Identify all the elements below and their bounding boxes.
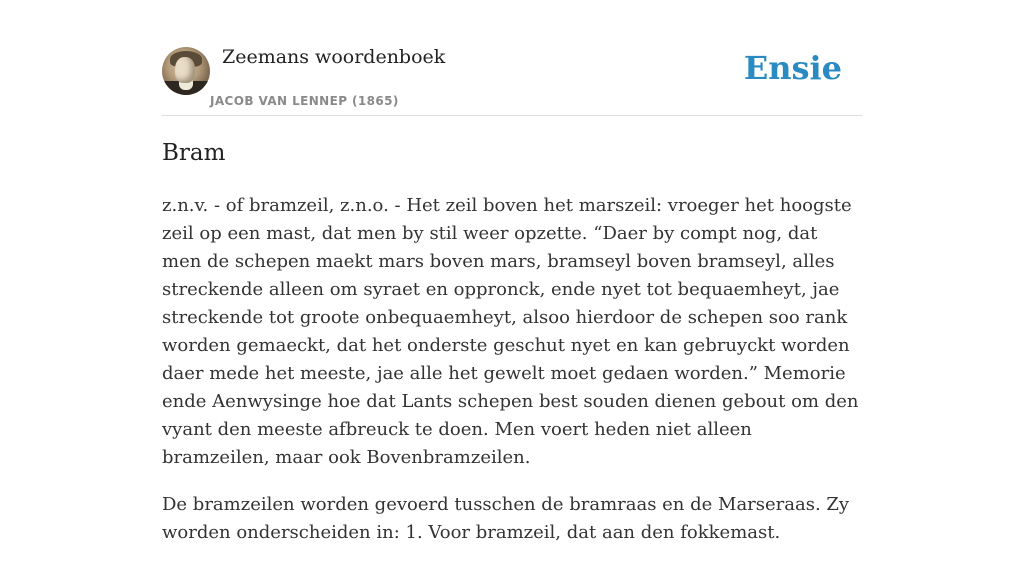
page-container [162, 0, 862, 543]
entry-body [162, 192, 862, 566]
dictionary-author: JACOB VAN LENNEP (1865) [210, 94, 399, 108]
author-avatar[interactable] [162, 47, 210, 95]
entry-title: Bram [162, 140, 226, 166]
dictionary-title[interactable]: Zeemans woordenboek [222, 46, 446, 68]
avatar-face [175, 57, 195, 83]
dictionary-header [162, 0, 862, 116]
entry-paragraph: z.n.v. - of bramzeil, z.n.o. - Het zeil boven het marszeil: vroeger het hoogste zeil op een mast, dat men by stil weer opzette. “Daer by compt nog, dat men de schepen maekt mars boven mars, bramseyl boven bramseyl, alles streckende alleen om syraet en oppronck, ende nyet tot bequaemheyt, jae streckende tot groote onbequaemheyt, alsoo hierdoor de schepen soo rank worden gemaeckt, dat het onderste geschut nyet en kan gebruyckt worden daer mede het meeste, jae alle het gewelt moet gedaen worden.” Memorie ende Aenwysinge hoe dat Lants schepen best souden dienen gebout om den vyant den meeste afbreuck te doen. Men voert heden niet alleen bramzeilen, maar ook Bovenbramzeilen. [162, 195, 859, 468]
ensie-logo[interactable]: Ensie [743, 49, 842, 87]
entry-paragraph: De bramzeilen worden gevoerd tusschen de bramraas en de Marseraas. Zy worden onderscheiden in: 1. Voor bramzeil, dat aan den fokkemast. [162, 494, 850, 543]
